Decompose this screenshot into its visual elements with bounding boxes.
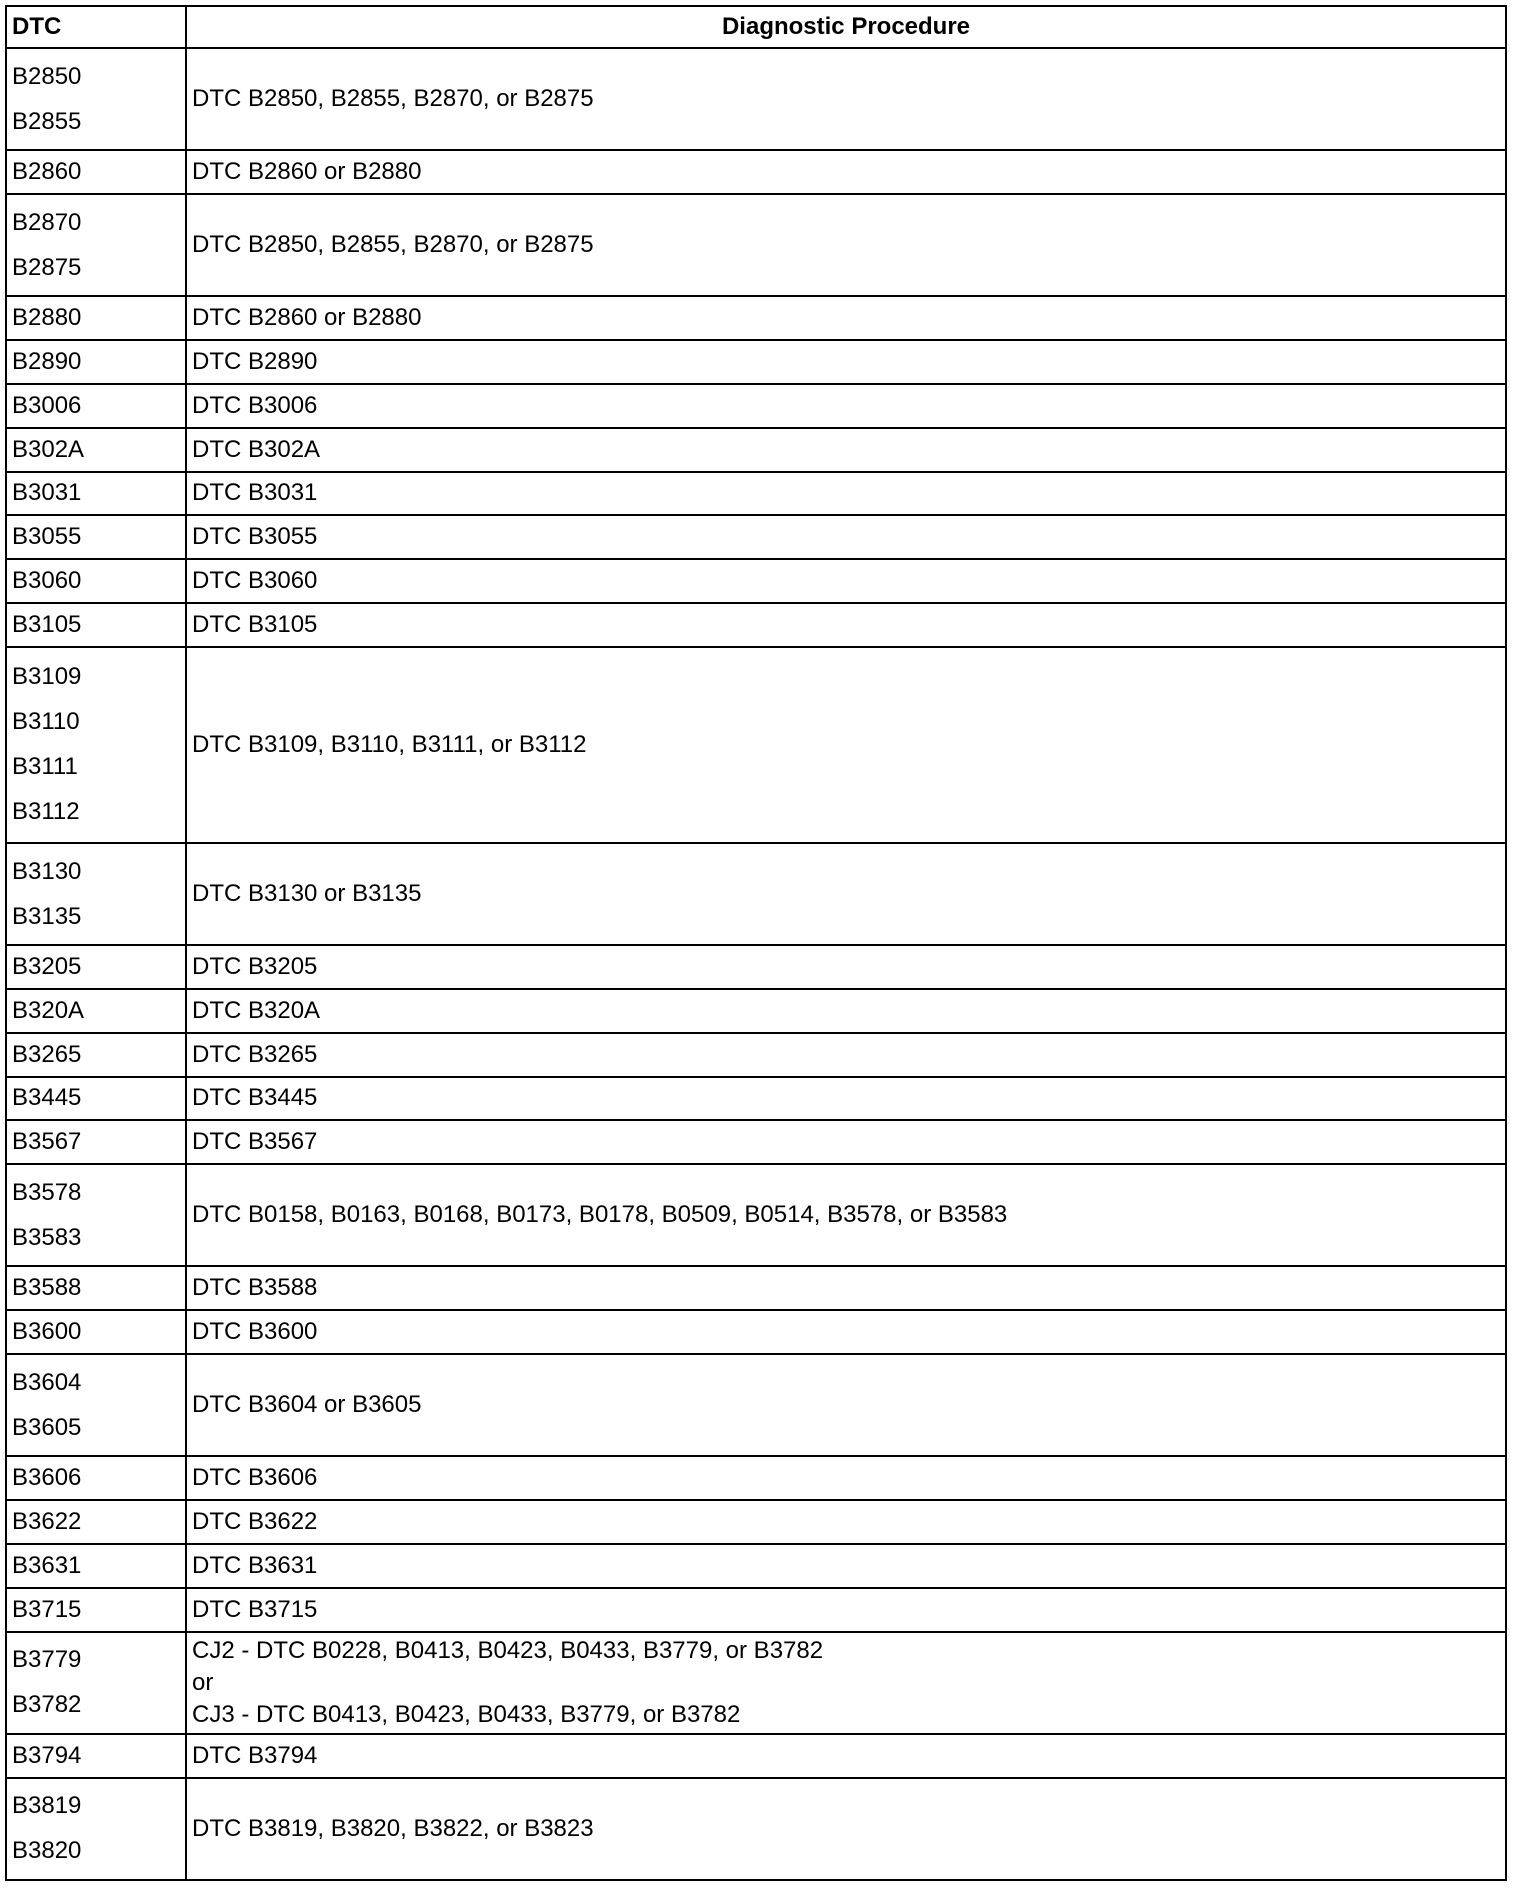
table-row — [6, 340, 1506, 384]
table-row — [6, 48, 1506, 150]
table-row — [6, 1500, 1506, 1544]
procedure-link[interactable]: DTC B3105 — [192, 610, 318, 638]
procedure-link[interactable]: DTC B2850, B2855, B2870, or B2875 — [192, 85, 594, 113]
dtc-cell — [6, 472, 186, 516]
procedure-link[interactable]: CJ2 - DTC B0228, B0413, B0423, B0433, B3779, or B3782 — [192, 1636, 824, 1664]
dtc-code: B3445 — [12, 1084, 82, 1112]
procedure-link[interactable]: DTC B3055 — [192, 523, 318, 551]
dtc-code: B3820 — [12, 1837, 82, 1865]
dtc-code: B302A — [12, 435, 85, 463]
dtc-cell — [6, 1266, 186, 1310]
procedure-column-header: Diagnostic Procedure — [186, 6, 1506, 48]
procedure-cell — [186, 428, 1506, 472]
procedure-cell — [186, 150, 1506, 194]
dtc-cell — [6, 296, 186, 340]
procedure-link[interactable]: DTC B302A — [192, 435, 321, 463]
procedure-cell — [186, 1310, 1506, 1354]
dtc-code: B3583 — [12, 1223, 82, 1251]
table-body — [6, 48, 1506, 1880]
table-row — [6, 428, 1506, 472]
procedure-link[interactable]: DTC B3109, B3110, B3111, or B3112 — [192, 730, 587, 758]
table-row — [6, 945, 1506, 989]
procedure-cell — [186, 989, 1506, 1033]
procedure-cell — [186, 1354, 1506, 1456]
dtc-code: B2860 — [12, 158, 82, 186]
procedure-link[interactable]: DTC B2860 or B2880 — [192, 304, 422, 332]
procedure-link[interactable]: DTC B3622 — [192, 1508, 318, 1536]
procedure-cell — [186, 384, 1506, 428]
procedure-cell — [186, 1164, 1506, 1266]
procedure-cell — [186, 1266, 1506, 1310]
procedure-link[interactable]: DTC B3588 — [192, 1274, 318, 1302]
procedure-link[interactable]: or — [192, 1668, 214, 1696]
procedure-link[interactable]: DTC B3031 — [192, 479, 318, 507]
table-row — [6, 1354, 1506, 1456]
dtc-code: B3600 — [12, 1318, 82, 1346]
procedure-link[interactable]: DTC B3604 or B3605 — [192, 1391, 422, 1419]
dtc-code: B3105 — [12, 610, 82, 638]
dtc-code: B3782 — [12, 1691, 82, 1719]
procedure-cell — [186, 1500, 1506, 1544]
dtc-code: B3604 — [12, 1368, 82, 1396]
table-row — [6, 515, 1506, 559]
dtc-code: B3265 — [12, 1040, 82, 1068]
dtc-code: B3588 — [12, 1274, 82, 1302]
procedure-cell — [186, 603, 1506, 647]
dtc-code: B3622 — [12, 1508, 82, 1536]
dtc-cell — [6, 1778, 186, 1880]
procedure-cell — [186, 296, 1506, 340]
dtc-code: B2880 — [12, 304, 82, 332]
table-row — [6, 1310, 1506, 1354]
dtc-code: B3130 — [12, 857, 82, 885]
table-row — [6, 194, 1506, 296]
procedure-cell — [186, 1033, 1506, 1077]
procedure-link[interactable]: DTC B3631 — [192, 1551, 318, 1579]
procedure-link[interactable]: DTC B2890 — [192, 348, 318, 375]
procedure-link[interactable]: DTC B3265 — [192, 1040, 318, 1068]
dtc-code: B3606 — [12, 1464, 82, 1492]
dtc-cell — [6, 1544, 186, 1588]
procedure-link[interactable]: DTC B3606 — [192, 1464, 318, 1492]
dtc-code: B3060 — [12, 567, 82, 595]
dtc-code: B3567 — [12, 1128, 82, 1156]
procedure-link[interactable]: DTC B3445 — [192, 1084, 318, 1112]
procedure-link[interactable]: DTC B3715 — [192, 1595, 318, 1623]
procedure-link[interactable]: CJ3 - DTC B0413, B0423, B0433, B3779, or B3782 — [192, 1700, 741, 1728]
dtc-code: B2890 — [12, 348, 82, 375]
dtc-cell — [6, 1588, 186, 1632]
table-row — [6, 384, 1506, 428]
dtc-cell — [6, 194, 186, 296]
table-row — [6, 1077, 1506, 1121]
procedure-link[interactable]: DTC B0158, B0163, B0168, B0173, B0178, B0509, B0514, B3578, or B3583 — [192, 1201, 1008, 1229]
procedure-cell — [186, 1632, 1506, 1734]
dtc-column-header: DTC — [6, 6, 186, 48]
dtc-code: B3006 — [12, 391, 82, 419]
dtc-cell — [6, 1033, 186, 1077]
procedure-cell — [186, 843, 1506, 945]
table-row — [6, 1778, 1506, 1880]
procedure-cell — [186, 340, 1506, 384]
procedure-cell — [186, 515, 1506, 559]
dtc-cell — [6, 428, 186, 472]
procedure-cell — [186, 647, 1506, 843]
procedure-cell — [186, 48, 1506, 150]
dtc-cell — [6, 515, 186, 559]
table-row — [6, 1033, 1506, 1077]
procedure-cell — [186, 472, 1506, 516]
dtc-code: B3111 — [12, 753, 78, 781]
procedure-link[interactable]: DTC B3205 — [192, 953, 318, 981]
procedure-link[interactable]: DTC B3060 — [192, 567, 318, 595]
table-row — [6, 472, 1506, 516]
table-row — [6, 1120, 1506, 1164]
dtc-cell — [6, 1500, 186, 1544]
dtc-code: B3135 — [12, 902, 82, 930]
table-row — [6, 1632, 1506, 1734]
table-row — [6, 603, 1506, 647]
procedure-link[interactable]: DTC B320A — [192, 996, 321, 1024]
procedure-cell — [186, 1120, 1506, 1164]
dtc-cell — [6, 559, 186, 603]
procedure-link[interactable]: DTC B3819, B3820, B3822, or B3823 — [192, 1814, 594, 1842]
procedure-link[interactable]: DTC B3794 — [192, 1741, 318, 1769]
table-row — [6, 1266, 1506, 1310]
procedure-link[interactable]: DTC B2860 or B2880 — [192, 158, 422, 186]
dtc-cell — [6, 1632, 186, 1734]
dtc-code: B3819 — [12, 1792, 82, 1820]
dtc-cell — [6, 843, 186, 945]
procedure-cell — [186, 1544, 1506, 1588]
dtc-cell — [6, 1077, 186, 1121]
dtc-code: B3031 — [12, 479, 82, 507]
table-row — [6, 1588, 1506, 1632]
table-row — [6, 647, 1506, 843]
table-row — [6, 1734, 1506, 1778]
dtc-cell — [6, 384, 186, 428]
dtc-code: B3110 — [12, 708, 80, 736]
dtc-code: B3715 — [12, 1595, 82, 1623]
header-row — [6, 6, 1506, 48]
dtc-code: B3109 — [12, 663, 82, 691]
dtc-cell — [6, 1456, 186, 1500]
dtc-code: B2875 — [12, 253, 82, 281]
dtc-code: B3205 — [12, 953, 82, 981]
dtc-code: B2870 — [12, 208, 82, 236]
procedure-link[interactable]: DTC B3567 — [192, 1128, 318, 1156]
dtc-table — [5, 5, 1507, 1881]
dtc-cell — [6, 48, 186, 150]
dtc-cell — [6, 989, 186, 1033]
procedure-link[interactable]: DTC B3600 — [192, 1318, 318, 1346]
table-row — [6, 1544, 1506, 1588]
procedure-cell — [186, 1778, 1506, 1880]
dtc-cell — [6, 603, 186, 647]
dtc-cell — [6, 647, 186, 843]
dtc-cell — [6, 1354, 186, 1456]
procedure-cell — [186, 194, 1506, 296]
procedure-link[interactable]: DTC B2850, B2855, B2870, or B2875 — [192, 231, 594, 259]
procedure-cell — [186, 1734, 1506, 1778]
procedure-cell — [186, 1456, 1506, 1500]
dtc-code: B3112 — [12, 798, 80, 826]
table-row — [6, 1456, 1506, 1500]
table-row — [6, 559, 1506, 603]
dtc-cell — [6, 1164, 186, 1266]
dtc-code: B3631 — [12, 1551, 82, 1579]
dtc-cell — [6, 340, 186, 384]
dtc-code: B3605 — [12, 1413, 82, 1441]
procedure-cell — [186, 1588, 1506, 1632]
dtc-code: B3055 — [12, 523, 82, 551]
dtc-cell — [6, 1734, 186, 1778]
table-row — [6, 989, 1506, 1033]
procedure-cell — [186, 1077, 1506, 1121]
procedure-link[interactable]: DTC B3130 or B3135 — [192, 880, 422, 908]
dtc-code: B3794 — [12, 1741, 82, 1769]
table-row — [6, 1164, 1506, 1266]
table-row — [6, 150, 1506, 194]
dtc-code: B2855 — [12, 107, 82, 135]
dtc-code: B320A — [12, 996, 85, 1024]
dtc-cell — [6, 1310, 186, 1354]
table-row — [6, 296, 1506, 340]
procedure-cell — [186, 559, 1506, 603]
dtc-cell — [6, 945, 186, 989]
procedure-cell — [186, 945, 1506, 989]
dtc-code: B3578 — [12, 1178, 82, 1206]
dtc-cell — [6, 1120, 186, 1164]
procedure-link[interactable]: DTC B3006 — [192, 391, 318, 419]
dtc-cell — [6, 150, 186, 194]
dtc-code: B3779 — [12, 1646, 82, 1674]
table-row — [6, 843, 1506, 945]
dtc-code: B2850 — [12, 62, 82, 90]
